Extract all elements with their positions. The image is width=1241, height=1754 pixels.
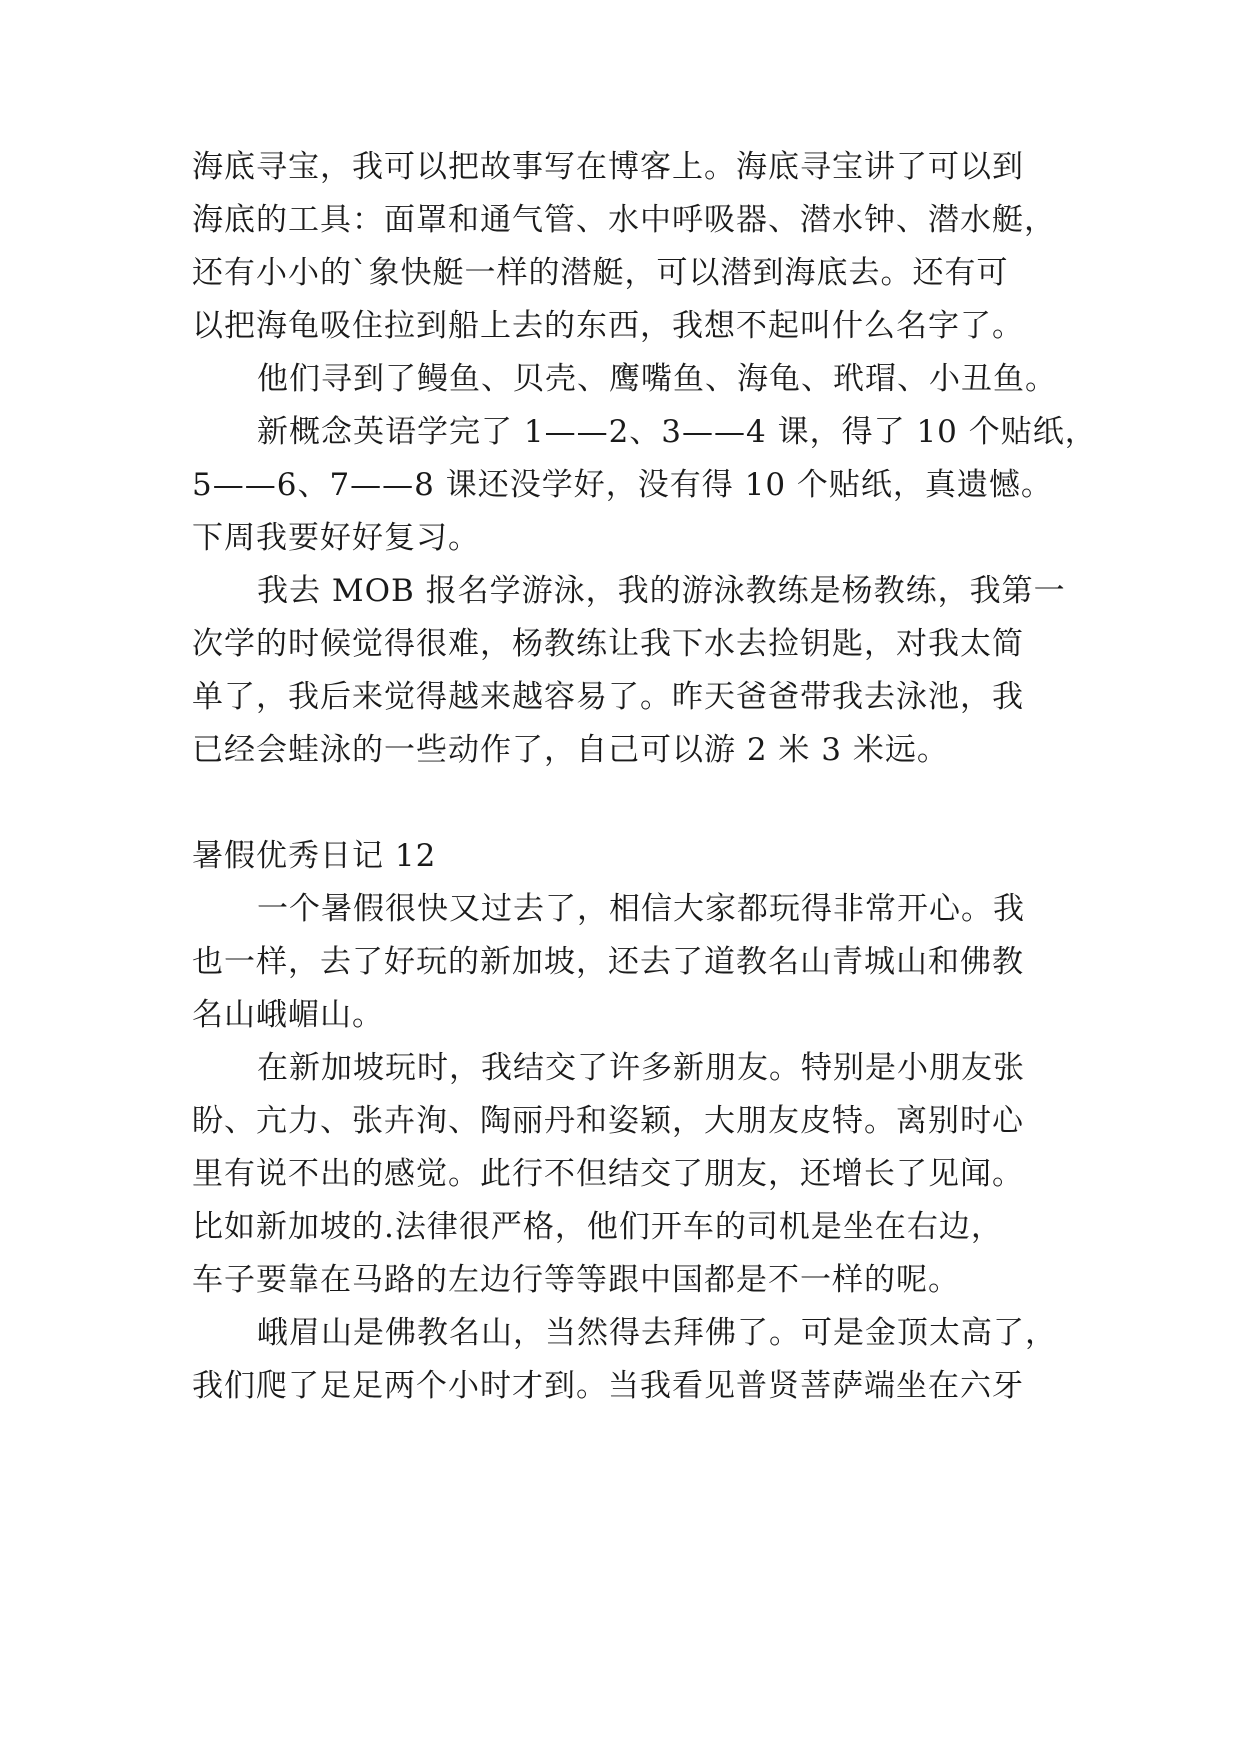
paragraph-line: 盼、亢力、张卉洵、陶丽丹和姿颖，大朋友皮特。离别时心 <box>192 1103 1024 1139</box>
paragraph-line: 下周我要好好复习。 <box>192 520 480 556</box>
paragraph-line: 也一样，去了好玩的新加坡，还去了道教名山青城山和佛教 <box>192 944 1024 980</box>
paragraph-line: 已经会蛙泳的一些动作了，自己可以游 2 米 3 米远。 <box>192 732 949 768</box>
paragraph-line: 我去 MOB 报名学游泳，我的游泳教练是杨教练，我第一 <box>257 573 1066 609</box>
paragraph-line: 峨眉山是佛教名山，当然得去拜佛了。可是金顶太高了， <box>257 1315 1057 1351</box>
paragraph-line: 新概念英语学完了 1——2、3——4 课，得了 10 个贴纸， <box>257 414 1097 450</box>
paragraph-line: 5——6、7——8 课还没学好，没有得 10 个贴纸，真遗憾。 <box>192 467 1053 503</box>
paragraph-line: 还有小小的`象快艇一样的潜艇，可以潜到海底去。还有可 <box>192 255 1009 291</box>
paragraph-line: 比如新加坡的.法律很严格，他们开车的司机是坐在右边， <box>192 1209 1003 1245</box>
paragraph-line: 他们寻到了鳗鱼、贝壳、鹰嘴鱼、海龟、玳瑁、小丑鱼。 <box>257 361 1057 397</box>
paragraph-line: 我们爬了足足两个小时才到。当我看见普贤菩萨端坐在六牙 <box>192 1368 1024 1404</box>
paragraph-line: 一个暑假很快又过去了，相信大家都玩得非常开心。我 <box>257 891 1025 927</box>
paragraph-line: 海底的工具：面罩和通气管、水中呼吸器、潜水钟、潜水艇， <box>192 202 1056 238</box>
paragraph-line: 次学的时候觉得很难，杨教练让我下水去捡钥匙，对我太简 <box>192 626 1024 662</box>
paragraph-line: 以把海龟吸住拉到船上去的东西，我想不起叫什么名字了。 <box>192 308 1024 344</box>
paragraph-line: 车子要靠在马路的左边行等等跟中国都是不一样的呢。 <box>192 1262 960 1298</box>
paragraph-line: 单了，我后来觉得越来越容易了。昨天爸爸带我去泳池，我 <box>192 679 1024 715</box>
paragraph-line: 里有说不出的感觉。此行不但结交了朋友，还增长了见闻。 <box>192 1156 1024 1192</box>
paragraph-line: 海底寻宝，我可以把故事写在博客上。海底寻宝讲了可以到 <box>192 149 1024 185</box>
paragraph-line: 在新加坡玩时，我结交了许多新朋友。特别是小朋友张 <box>257 1050 1025 1086</box>
section-title: 暑假优秀日记 12 <box>192 838 437 874</box>
paragraph-line: 名山峨嵋山。 <box>192 997 384 1033</box>
